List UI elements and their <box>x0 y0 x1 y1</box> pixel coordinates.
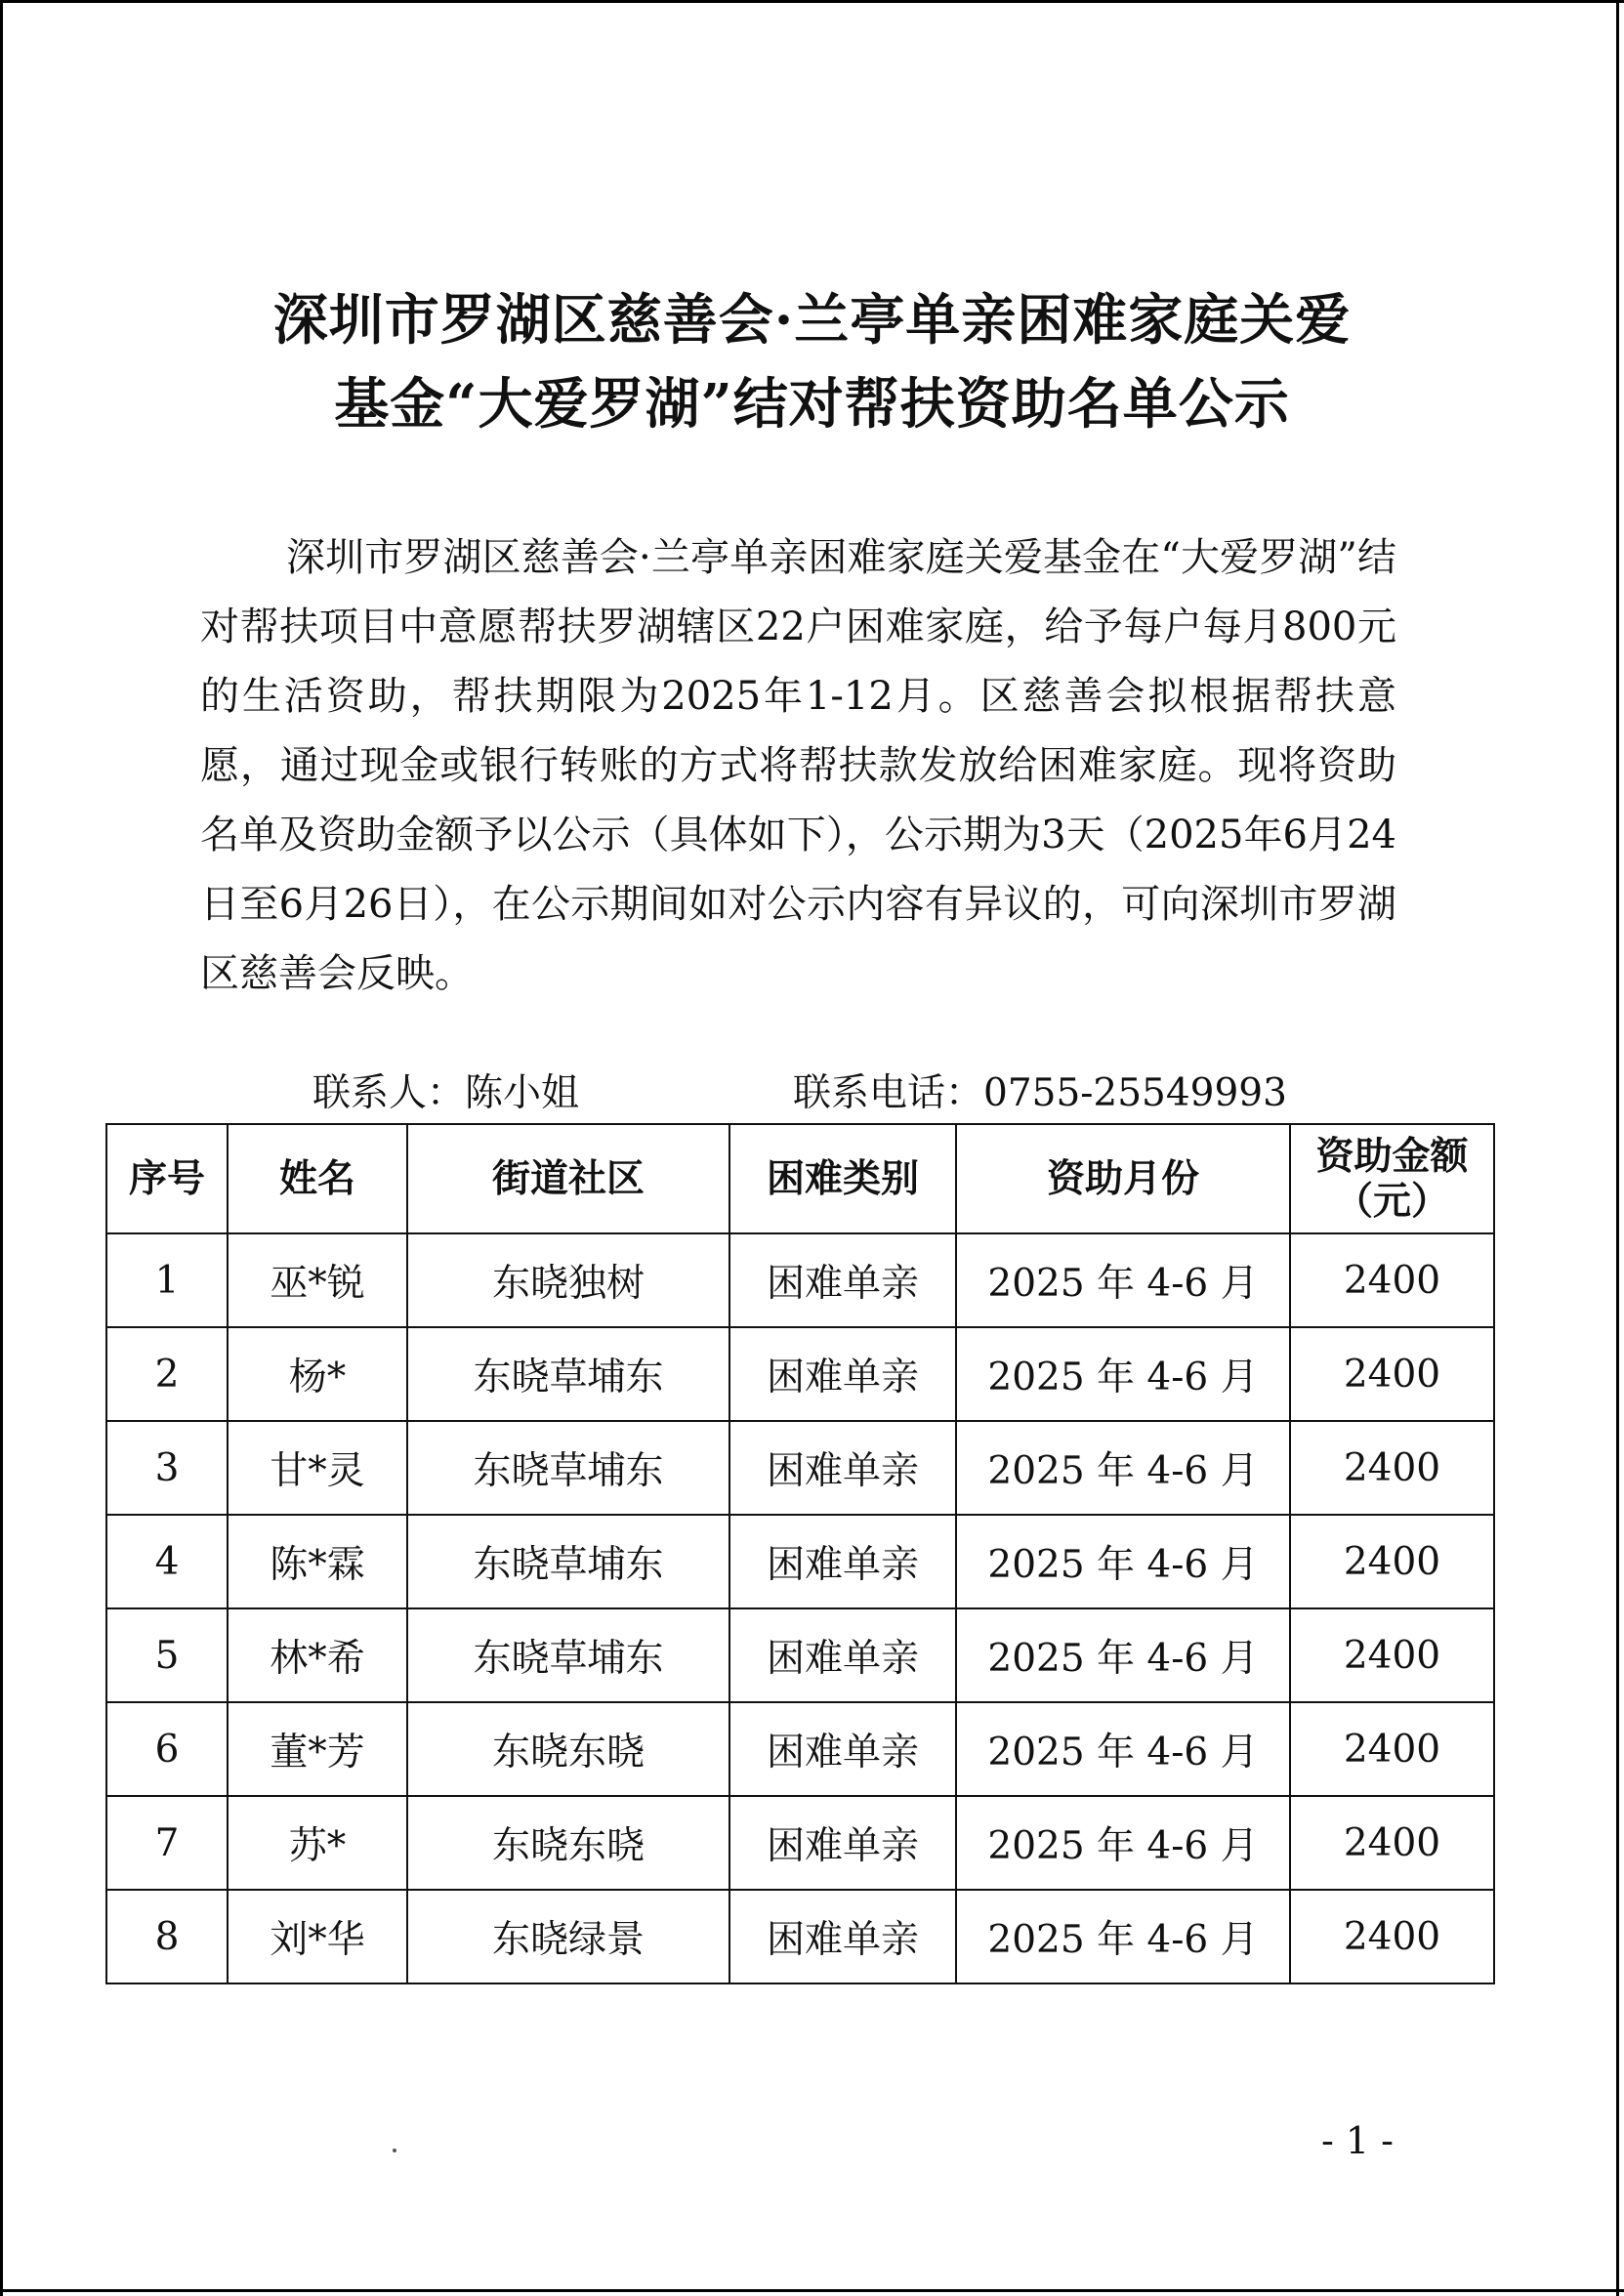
table-row <box>106 1515 1494 1608</box>
table-row <box>106 1890 1494 1983</box>
announcement-body <box>200 523 1396 1009</box>
scan-speck <box>393 2149 396 2152</box>
title-line-2: 基金“大爱罗湖”结对帮扶资助名单公示 <box>334 372 1290 437</box>
contact-line <box>0 1066 1624 1121</box>
header-amount-label: 资助金额 <box>1315 1134 1469 1179</box>
cell-name: 陈*霖 <box>228 1515 407 1608</box>
cell-category: 困难单亲 <box>729 1233 956 1327</box>
cell-amount: 2400 <box>1290 1702 1494 1796</box>
cell-amount: 2400 <box>1290 1515 1494 1608</box>
cell-name: 刘*华 <box>228 1890 407 1983</box>
cell-index: 7 <box>106 1796 228 1890</box>
header-month: 资助月份 <box>956 1124 1290 1233</box>
page-border-top <box>0 0 1624 3</box>
announcement-paragraph: 深圳市罗湖区慈善会·兰亭单亲困难家庭关爱基金在“大爱罗湖”结对帮扶项目中意愿帮扶罗湖辖区22户困难家庭，给予每户每月800元的生活资助，帮扶期限为2025年1-12月。区慈善会拟根据帮扶意愿，通过现金或银行转账的方式将帮扶款发放给困难家庭。现将资助名单及资助金额予以公示（具体如下），公示期为3天（2025年6月24日至6月26日），在公示期间如对公示内容有异议的，可向深圳市罗湖区慈善会反映。 <box>200 535 1396 996</box>
cell-amount: 2400 <box>1290 1421 1494 1515</box>
cell-category: 困难单亲 <box>729 1327 956 1421</box>
cell-amount: 2400 <box>1290 1327 1494 1421</box>
table-row <box>106 1327 1494 1421</box>
cell-community: 东晓草埔东 <box>407 1327 729 1421</box>
cell-name: 苏* <box>228 1796 407 1890</box>
cell-community: 东晓草埔东 <box>407 1515 729 1608</box>
cell-category: 困难单亲 <box>729 1796 956 1890</box>
cell-community: 东晓绿景 <box>407 1890 729 1983</box>
cell-category: 困难单亲 <box>729 1515 956 1608</box>
table-row <box>106 1702 1494 1796</box>
table-row <box>106 1233 1494 1327</box>
page-border-right <box>1616 0 1619 2296</box>
table-row <box>106 1796 1494 1890</box>
cell-index: 1 <box>106 1233 228 1327</box>
cell-month: 2025 年 4-6 月 <box>956 1421 1290 1515</box>
cell-amount: 2400 <box>1290 1233 1494 1327</box>
cell-month: 2025 年 4-6 月 <box>956 1796 1290 1890</box>
cell-community: 东晓草埔东 <box>407 1608 729 1702</box>
cell-name: 林*希 <box>228 1608 407 1702</box>
cell-index: 8 <box>106 1890 228 1983</box>
cell-index: 3 <box>106 1421 228 1515</box>
cell-name: 杨* <box>228 1327 407 1421</box>
title-line-1: 深圳市罗湖区慈善会·兰亭单亲困难家庭关爱 <box>272 288 1352 353</box>
cell-category: 困难单亲 <box>729 1421 956 1515</box>
header-amount-unit: （元） <box>1334 1179 1449 1224</box>
cell-community: 东晓东晓 <box>407 1796 729 1890</box>
cell-index: 2 <box>106 1327 228 1421</box>
cell-name: 甘*灵 <box>228 1421 407 1515</box>
document-title <box>146 278 1478 446</box>
cell-index: 4 <box>106 1515 228 1608</box>
cell-amount: 2400 <box>1290 1796 1494 1890</box>
cell-name: 董*芳 <box>228 1702 407 1796</box>
header-index: 序号 <box>106 1124 228 1233</box>
cell-category: 困难单亲 <box>729 1608 956 1702</box>
table-header-row <box>106 1124 1494 1233</box>
cell-amount: 2400 <box>1290 1608 1494 1702</box>
cell-month: 2025 年 4-6 月 <box>956 1608 1290 1702</box>
cell-name: 巫*锐 <box>228 1233 407 1327</box>
funding-list-table <box>105 1123 1495 1984</box>
cell-community: 东晓独树 <box>407 1233 729 1327</box>
header-name: 姓名 <box>228 1124 407 1233</box>
table-row <box>106 1421 1494 1515</box>
contact-person: 联系人：陈小姐 <box>312 1071 580 1115</box>
cell-month: 2025 年 4-6 月 <box>956 1702 1290 1796</box>
cell-community: 东晓东晓 <box>407 1702 729 1796</box>
contact-phone: 联系电话：0755-25549993 <box>793 1071 1287 1115</box>
cell-category: 困难单亲 <box>729 1890 956 1983</box>
cell-index: 6 <box>106 1702 228 1796</box>
page-border-bottom <box>0 2289 1624 2292</box>
page-border-left <box>0 0 3 2296</box>
cell-month: 2025 年 4-6 月 <box>956 1233 1290 1327</box>
header-community: 街道社区 <box>407 1124 729 1233</box>
table-row <box>106 1608 1494 1702</box>
header-category: 困难类别 <box>729 1124 956 1233</box>
page-number: - 1 - <box>1320 2119 1394 2162</box>
cell-category: 困难单亲 <box>729 1702 956 1796</box>
cell-community: 东晓草埔东 <box>407 1421 729 1515</box>
cell-index: 5 <box>106 1608 228 1702</box>
cell-month: 2025 年 4-6 月 <box>956 1327 1290 1421</box>
cell-amount: 2400 <box>1290 1890 1494 1983</box>
header-amount <box>1290 1124 1494 1233</box>
cell-month: 2025 年 4-6 月 <box>956 1515 1290 1608</box>
cell-month: 2025 年 4-6 月 <box>956 1890 1290 1983</box>
